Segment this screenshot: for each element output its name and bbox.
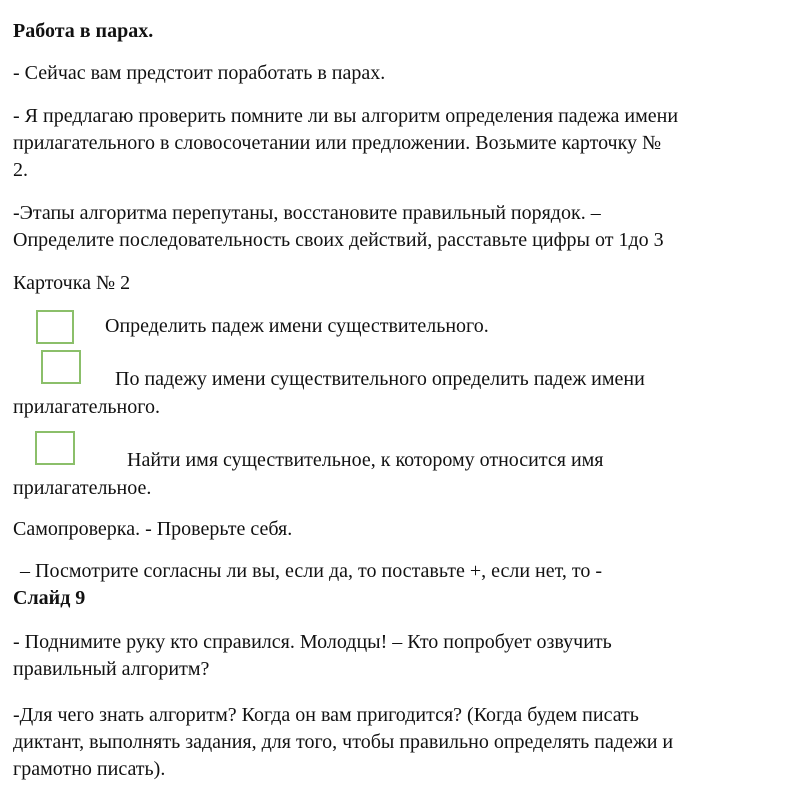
paragraph-2-line-2: прилагательного в словосочетании или предложении. Возьмите карточку № xyxy=(13,132,662,154)
paragraph-3-line-2: Определите последовательность своих действий, расставьте цифры от 1до 3 xyxy=(13,229,664,251)
paragraph-2-line-3: 2. xyxy=(13,159,28,181)
slide-label: Слайд 9 xyxy=(13,587,86,609)
paragraph-3-line-1: -Этапы алгоритма перепутаны, восстановите правильный порядок. – xyxy=(13,202,601,224)
paragraph-5-line-2: правильный алгоритм? xyxy=(13,658,210,680)
card-item-2-line-1: По падежу имени существительного определить падеж имени xyxy=(115,368,645,390)
answer-box-2[interactable] xyxy=(41,350,81,384)
card-title: Карточка № 2 xyxy=(13,272,131,294)
paragraph-4-line-1: – Посмотрите согласны ли вы, если да, то поставьте +, если нет, то - xyxy=(20,560,603,582)
paragraph-2-line-1: - Я предлагаю проверить помните ли вы алгоритм определения падежа имени xyxy=(13,105,679,127)
paragraph-1: - Сейчас вам предстоит поработать в парах. xyxy=(13,62,386,84)
answer-box-3[interactable] xyxy=(35,431,75,465)
selfcheck-line: Самопроверка. - Проверьте себя. xyxy=(13,518,293,540)
card-item-2-line-2: прилагательного. xyxy=(13,396,160,418)
paragraph-5-line-1: - Поднимите руку кто справился. Молодцы! – Кто попробует озвучить xyxy=(13,631,612,653)
answer-box-1[interactable] xyxy=(36,310,74,344)
card-item-3-line-1: Найти имя существительное, к которому относится имя xyxy=(127,449,604,471)
card-item-1-line-1: Определить падеж имени существительного. xyxy=(105,315,489,337)
card-item-3-line-2: прилагательное. xyxy=(13,477,152,499)
heading: Работа в парах. xyxy=(13,20,154,42)
paragraph-6-line-1: -Для чего знать алгоритм? Когда он вам пригодится? (Когда будем писать xyxy=(13,704,639,726)
paragraph-6-line-2: диктант, выполнять задания, для того, чтобы правильно определять падежи и xyxy=(13,731,674,753)
paragraph-6-line-3: грамотно писать). xyxy=(13,758,166,780)
